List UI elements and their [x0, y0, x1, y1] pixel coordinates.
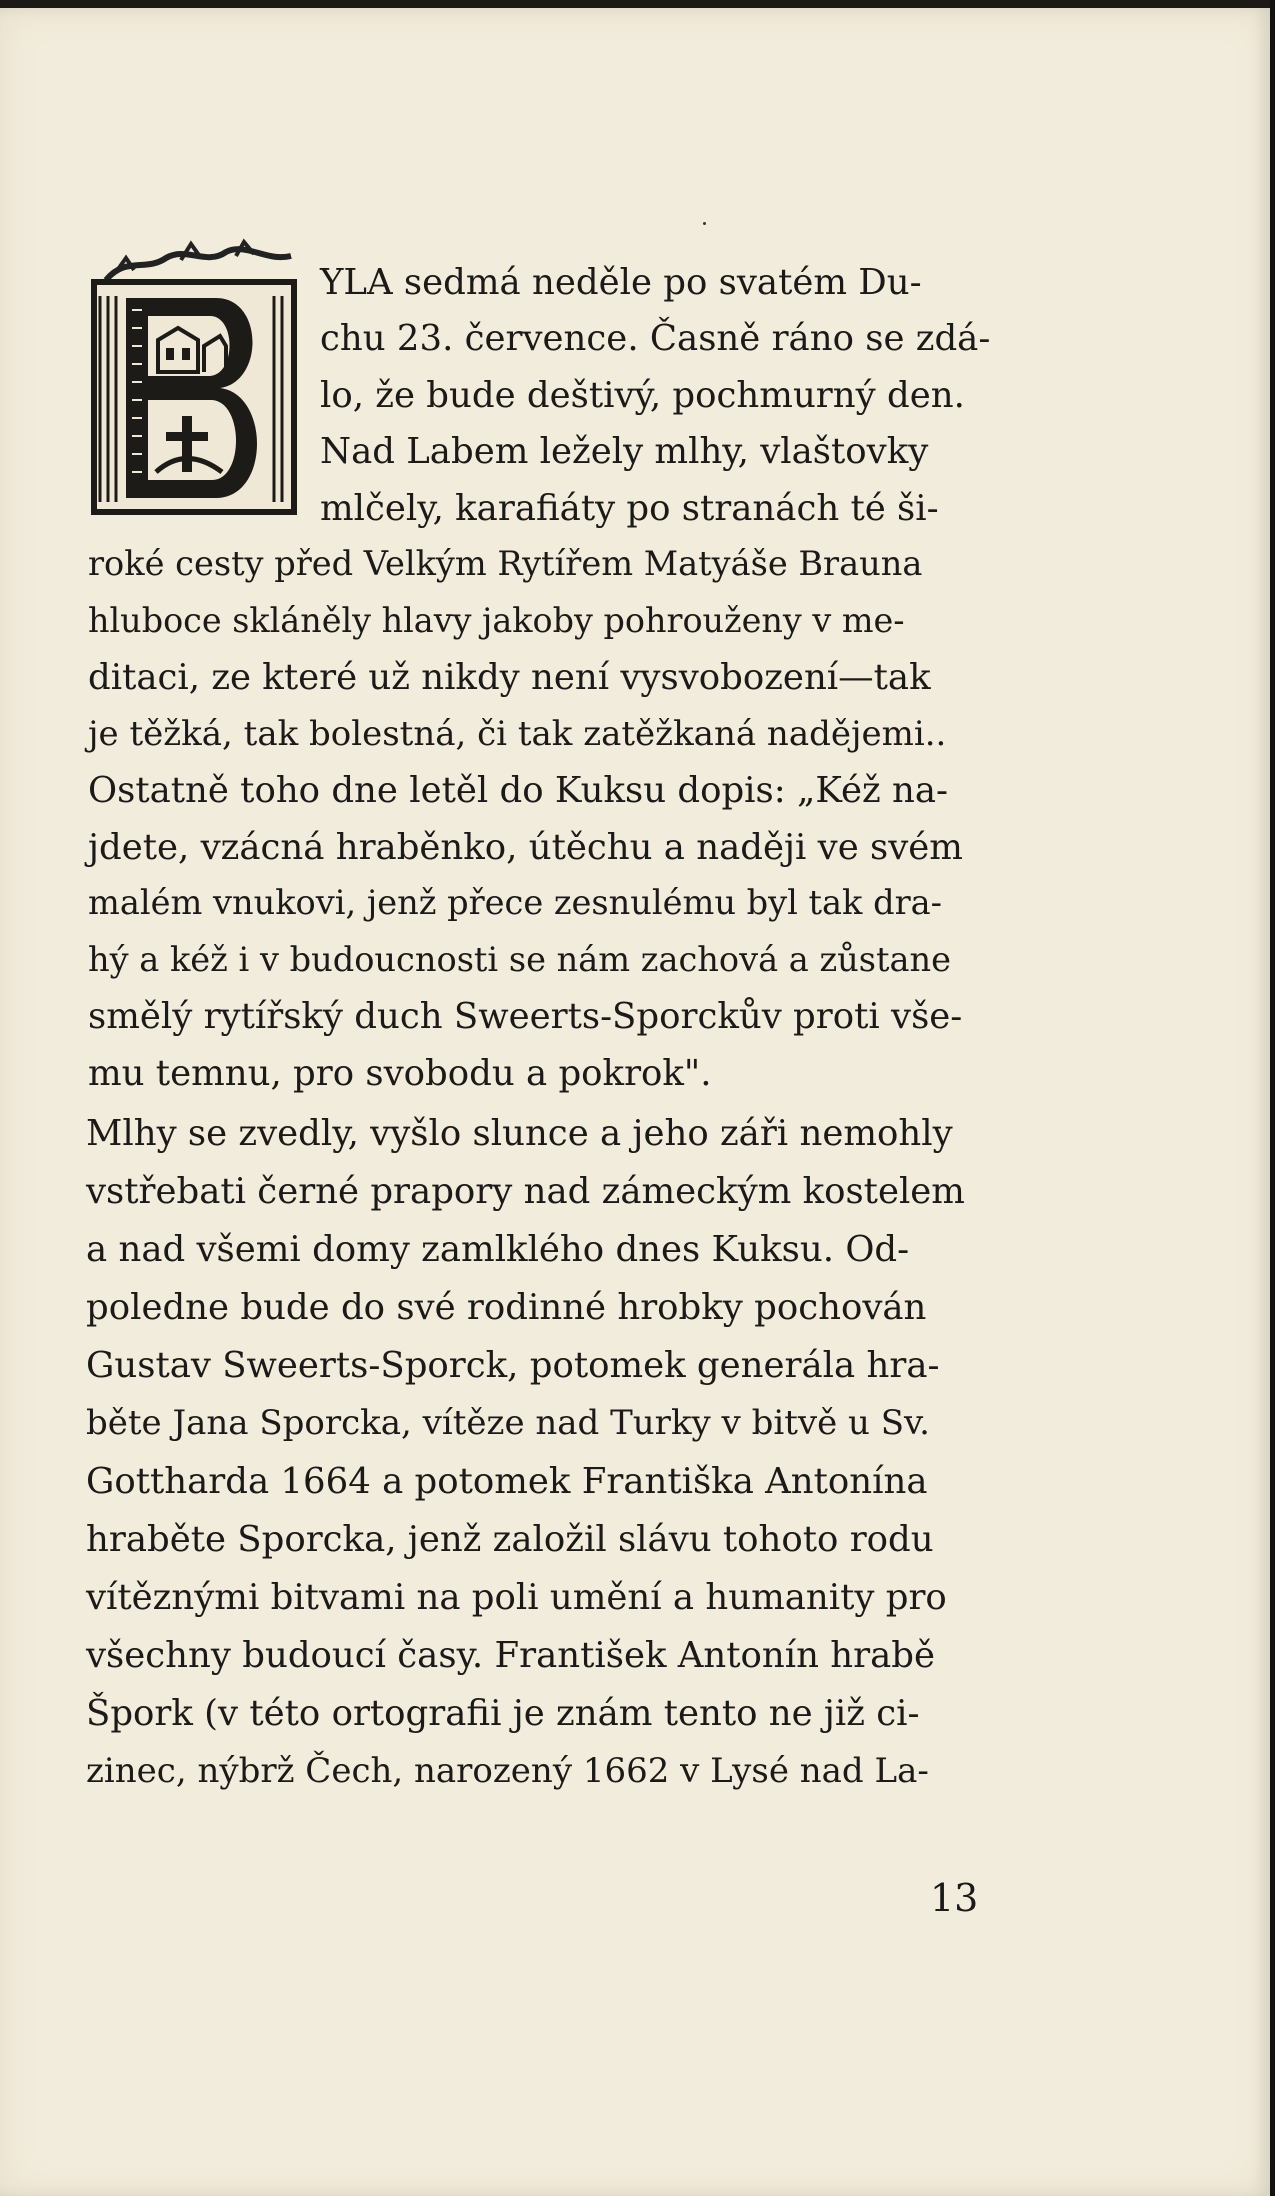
page-edge-shadow	[1270, 0, 1275, 2196]
text-line: roké cesty před Velkým Rytířem Matyáše Brauna	[88, 544, 923, 583]
text-line: Mlhy se zvedly, vyšlo slunce a jeho záři nemohly	[86, 1113, 953, 1154]
text-line: vstřebati černé prapory nad zámeckým kostelem	[86, 1171, 965, 1212]
text-line: hý a kéž i v budoucnosti se nám zachová a zůstane	[88, 940, 952, 979]
text-line: chu 23. července. Časně ráno se zdá-	[320, 318, 991, 359]
text-line: Gottharda 1664 a potomek Františka Antonína	[86, 1461, 928, 1502]
text-line: malém vnukovi, jenž přece zesnulému byl tak dra-	[88, 883, 942, 922]
text-line: a nad všemi domy zamlklého dnes Kuksu. Od-	[86, 1229, 910, 1270]
text-line: hraběte Sporcka, jenž založil slávu tohoto rodu	[86, 1519, 934, 1560]
text-line: mlčely, karafiáty po stranách té ši-	[320, 488, 939, 529]
text-line: Ostatně toho dne letěl do Kuksu dopis: „Kéž na-	[88, 770, 948, 811]
text-line: YLA sedmá neděle po svatém Du-	[320, 262, 922, 303]
text-line: Nad Labem ležely mlhy, vlaštovky	[320, 431, 929, 472]
page-number: 13	[930, 1876, 979, 1920]
book-page	[0, 8, 1270, 2196]
text-line: vítěznými bitvami na poli umění a humanity pro	[86, 1577, 947, 1618]
text-line: ditaci, ze které už nikdy není vysvobození—tak	[88, 657, 931, 698]
text-line: Špork (v této ortografii je znám tento ne již ci-	[86, 1693, 920, 1734]
text-line: poledne bude do své rodinné hrobky pochován	[86, 1287, 927, 1328]
text-line: Gustav Sweerts-Sporck, potomek generála hra-	[86, 1345, 940, 1386]
text-line: lo, že bude deštivý, pochmurný den.	[320, 375, 965, 416]
text-line: je těžká, tak bolestná, či tak zatěžkaná nadějemi..	[88, 714, 947, 754]
text-line: jdete, vzácná hraběnko, útěchu a naději ve svém	[88, 827, 963, 868]
text-line: zinec, nýbrž Čech, narozený 1662 v Lysé nad La-	[86, 1751, 929, 1791]
text-line: všechny budoucí časy. František Antonín hrabě	[86, 1635, 935, 1676]
text-line: běte Jana Sporcka, vítěze nad Turky v bitvě u Sv.	[86, 1403, 930, 1443]
ink-speck	[703, 222, 706, 225]
text-line: mu temnu, pro svobodu a pokrok".	[88, 1053, 712, 1094]
text-line: hluboce skláněly hlavy jakoby pohrouženy v me-	[88, 601, 905, 640]
text-line: smělý rytířský duch Sweerts-Sporckův proti vše-	[88, 996, 963, 1037]
decorative-initial-b	[86, 236, 304, 524]
